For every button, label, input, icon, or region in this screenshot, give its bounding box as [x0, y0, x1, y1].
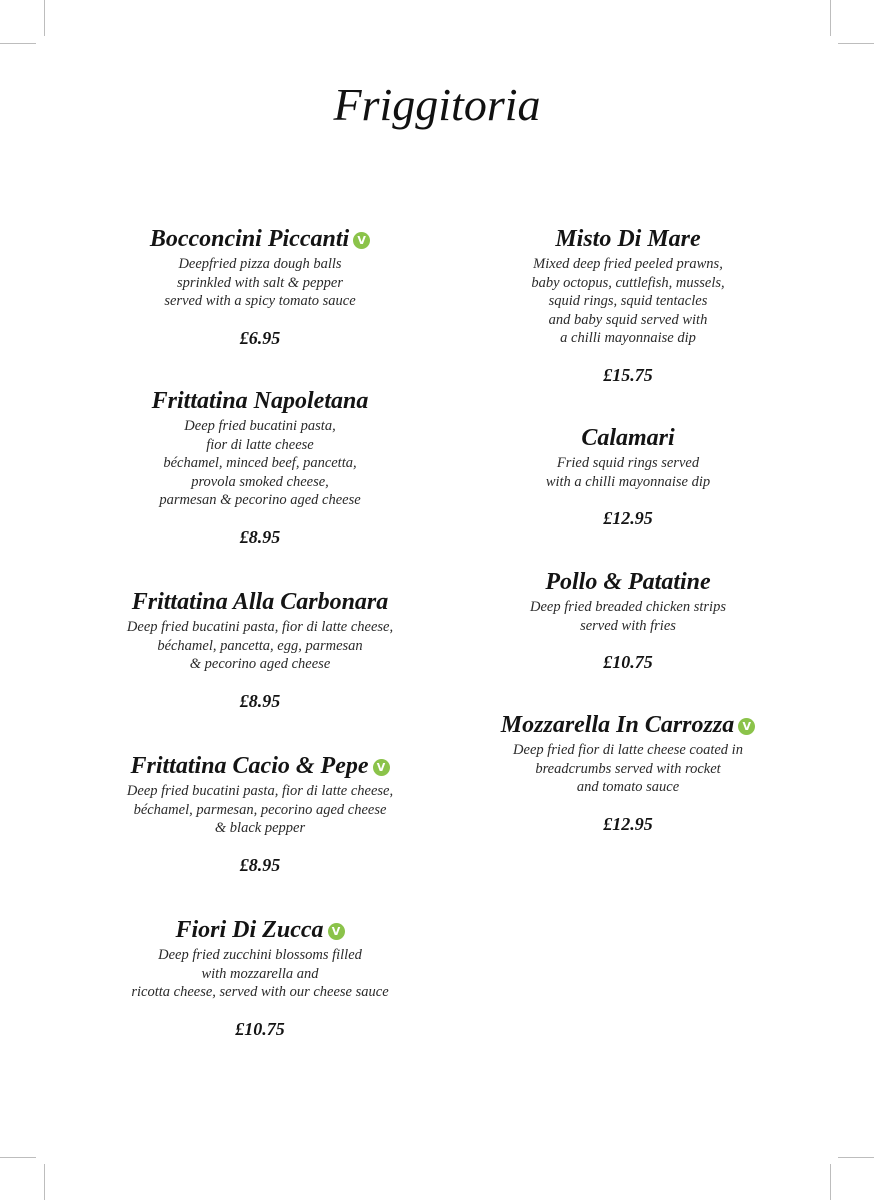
menu-item — [428, 423, 828, 529]
item-price: £12.95 — [603, 508, 653, 528]
menu-item — [60, 587, 460, 712]
item-name: Fiori Di Zucca V — [60, 915, 460, 945]
item-description: Deep fried bucatini pasta, fior di latte cheese béchamel, minced beef, pancetta, provola smoked cheese, parmesan & pecorino aged cheese — [159, 418, 361, 508]
crop-mark — [0, 43, 36, 44]
item-description: Deep fried breaded chicken strips served with fries — [530, 599, 726, 634]
item-price: £8.95 — [239, 854, 281, 875]
menu-item — [428, 710, 828, 835]
item-description: Deepfried pizza dough balls sprinkled with salt & pepper served with a spicy tomato sauce — [164, 256, 356, 309]
item-name: Frittatina Cacio & Pepe V — [60, 751, 460, 781]
menu-item — [60, 751, 460, 876]
item-price: £10.75 — [603, 652, 653, 672]
item-price: £15.75 — [603, 364, 653, 385]
item-description: Deep fried fior di latte cheese coated in breadcrumbs served with rocket and tomato sauce — [513, 742, 743, 795]
item-name: Frittatina Napoletana — [151, 388, 369, 414]
item-description: Fried squid rings served with a chilli mayonnaise dip — [545, 455, 711, 490]
item-name: Pollo & Patatine — [545, 569, 711, 595]
item-description: Deep fried zucchini blossoms filled with mozzarella and ricotta cheese, served with our cheese sauce — [131, 947, 389, 1000]
item-description: Deep fried bucatini pasta, fior di latte cheese, béchamel, parmesan, pecorino aged cheese & black pepper — [126, 783, 394, 836]
menu-item — [428, 224, 828, 386]
item-name: Mozzarella In Carrozza V — [428, 710, 828, 740]
crop-mark — [44, 1164, 45, 1200]
item-name: Calamari — [581, 425, 675, 451]
menu-item — [60, 915, 460, 1040]
item-name: Bocconcini Piccanti V — [60, 224, 460, 254]
crop-mark — [0, 1157, 36, 1158]
crop-mark — [44, 0, 45, 36]
menu-item — [60, 386, 460, 548]
v-circle-icon: V — [738, 718, 755, 735]
crop-mark — [830, 0, 831, 36]
crop-mark — [838, 43, 874, 44]
crop-mark — [830, 1164, 831, 1200]
item-price: £12.95 — [603, 813, 653, 834]
item-name: Frittatina Alla Carbonara — [131, 589, 389, 615]
item-name: Misto Di Mare — [555, 226, 701, 252]
item-description: Deep fried bucatini pasta, fior di latte cheese, béchamel, pancetta, egg, parmesan & pecorino aged cheese — [126, 619, 394, 672]
crop-mark — [838, 1157, 874, 1158]
menu-item — [428, 567, 828, 673]
item-price: £10.75 — [235, 1018, 285, 1039]
v-circle-icon: V — [353, 232, 370, 249]
item-description: Mixed deep fried peeled prawns, baby octopus, cuttlefish, mussels, squid rings, squid tentacles and baby squid served with a chilli mayonnaise dip — [531, 256, 725, 346]
menu-item — [60, 224, 460, 349]
item-price: £8.95 — [239, 690, 281, 711]
page-title: Friggitoria — [333, 79, 541, 130]
item-price: £6.95 — [239, 327, 281, 348]
v-circle-icon: V — [373, 759, 390, 776]
v-circle-icon: V — [328, 923, 345, 940]
item-price: £8.95 — [239, 526, 281, 547]
